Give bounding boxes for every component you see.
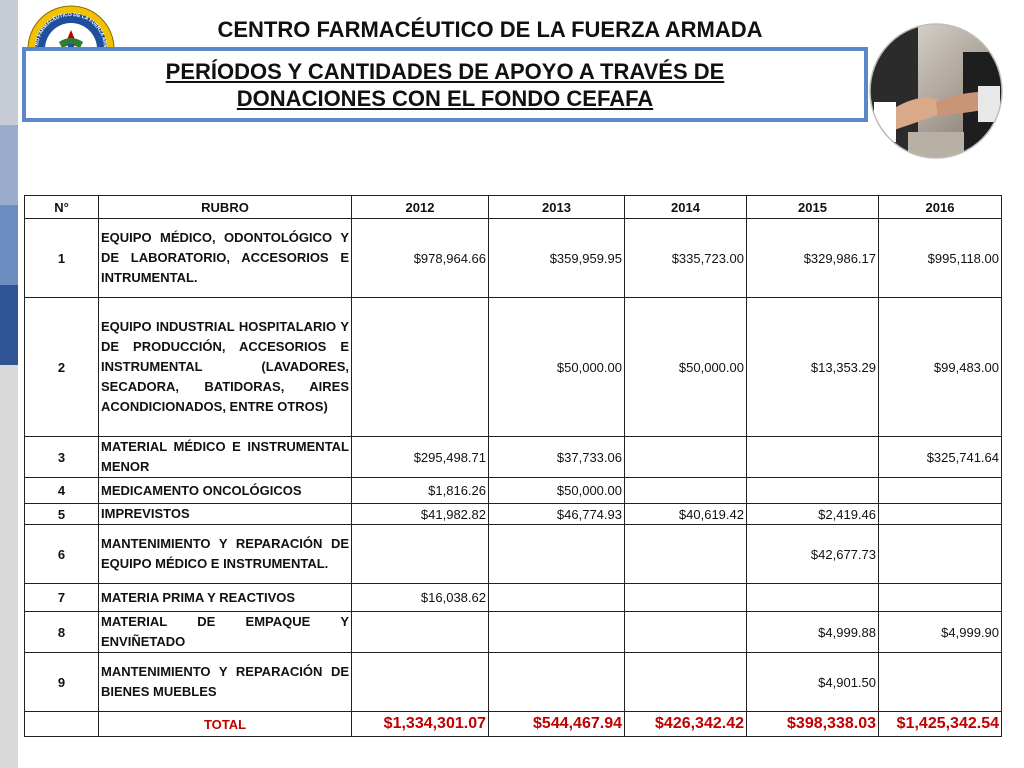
amount-cell: [352, 525, 489, 584]
table-row: [25, 504, 1002, 525]
handshake-photo: [868, 22, 1004, 160]
amount-cell: $40,619.42: [625, 504, 747, 525]
column-header: N°: [25, 196, 99, 219]
amount-cell: $50,000.00: [489, 298, 625, 437]
row-category: MANTENIMIENTO Y REPARACIÓN DE EQUIPO MÉDICO E INSTRUMENTAL.: [99, 525, 352, 584]
amount-cell: [489, 584, 625, 612]
table-row: [25, 219, 1002, 298]
amount-cell: [489, 653, 625, 712]
row-category: EQUIPO INDUSTRIAL HOSPITALARIO Y DE PRODUCCIÓN, ACCESORIOS E INSTRUMENTAL (LAVADORES, SECADORA, BATIDORAS, AIRES ACONDICIONADOS, ENTRE OTROS): [99, 298, 352, 437]
amount-cell: [352, 653, 489, 712]
row-category: MATERIAL MÉDICO E INSTRUMENTAL MENOR: [99, 437, 352, 478]
side-band: [0, 0, 18, 125]
amount-cell: $13,353.29: [747, 298, 879, 437]
amount-cell: $1,816.26: [352, 478, 489, 504]
column-header: RUBRO: [99, 196, 352, 219]
row-number: 7: [25, 584, 99, 612]
amount-cell: $42,677.73: [747, 525, 879, 584]
table-row: [25, 298, 1002, 437]
table-header-row: [25, 196, 1002, 219]
side-band: [0, 125, 18, 205]
amount-cell: [625, 525, 747, 584]
amount-cell: $4,901.50: [747, 653, 879, 712]
amount-cell: [489, 612, 625, 653]
table-row: [25, 612, 1002, 653]
amount-cell: [625, 478, 747, 504]
column-header: 2012: [352, 196, 489, 219]
total-label: TOTAL: [99, 712, 352, 737]
row-number: 5: [25, 504, 99, 525]
row-number: 4: [25, 478, 99, 504]
amount-cell: [747, 584, 879, 612]
total-row: [25, 712, 1002, 737]
amount-cell: $41,982.82: [352, 504, 489, 525]
organization-title: CENTRO FARMACÉUTICO DE LA FUERZA ARMADA: [217, 17, 763, 42]
amount-cell: [879, 653, 1002, 712]
row-number: 6: [25, 525, 99, 584]
donations-table: [24, 195, 1002, 737]
amount-cell: $995,118.00: [879, 219, 1002, 298]
amount-cell: [747, 478, 879, 504]
amount-cell: $335,723.00: [625, 219, 747, 298]
row-category: MATERIA PRIMA Y REACTIVOS: [99, 584, 352, 612]
amount-cell: [879, 504, 1002, 525]
amount-cell: $4,999.88: [747, 612, 879, 653]
row-number: 9: [25, 653, 99, 712]
total-amount: $1,334,301.07: [352, 712, 489, 737]
amount-cell: $978,964.66: [352, 219, 489, 298]
amount-cell: [747, 437, 879, 478]
page-subtitle: [22, 58, 868, 112]
table-row: [25, 525, 1002, 584]
row-category: IMPREVISTOS: [99, 504, 352, 525]
amount-cell: $329,986.17: [747, 219, 879, 298]
total-amount: $398,338.03: [747, 712, 879, 737]
total-amount: $1,425,342.54: [879, 712, 1002, 737]
amount-cell: [879, 584, 1002, 612]
amount-cell: $4,999.90: [879, 612, 1002, 653]
column-header: 2013: [489, 196, 625, 219]
amount-cell: [489, 525, 625, 584]
row-number: 1: [25, 219, 99, 298]
svg-text:CENTRO FARMACÉUTICO DE LA FUER: RO FARMACÉUTICO DE LA FUERZA AR: [34, 11, 108, 47]
amount-cell: $99,483.00: [879, 298, 1002, 437]
column-header: 2016: [879, 196, 1002, 219]
amount-cell: $50,000.00: [489, 478, 625, 504]
amount-cell: $295,498.71: [352, 437, 489, 478]
total-spacer: [25, 712, 99, 737]
row-number: 2: [25, 298, 99, 437]
column-header: 2015: [747, 196, 879, 219]
table-row: [25, 584, 1002, 612]
table-row: [25, 437, 1002, 478]
side-band: [0, 285, 18, 365]
subtitle-line: DONACIONES CON EL FONDO CEFAFA: [236, 86, 654, 111]
row-number: 3: [25, 437, 99, 478]
row-category: MANTENIMIENTO Y REPARACIÓN DE BIENES MUEBLES: [99, 653, 352, 712]
amount-cell: [879, 525, 1002, 584]
amount-cell: [879, 478, 1002, 504]
row-category: EQUIPO MÉDICO, ODONTOLÓGICO Y DE LABORATORIO, ACCESORIOS E INTRUMENTAL.: [99, 219, 352, 298]
table-row: [25, 653, 1002, 712]
amount-cell: $37,733.06: [489, 437, 625, 478]
table-row: [25, 478, 1002, 504]
amount-cell: $16,038.62: [352, 584, 489, 612]
amount-cell: [352, 298, 489, 437]
column-header: 2014: [625, 196, 747, 219]
row-category: MATERIAL DE EMPAQUE Y ENVIÑETADO: [99, 612, 352, 653]
amount-cell: [625, 612, 747, 653]
amount-cell: $46,774.93: [489, 504, 625, 525]
amount-cell: $2,419.46: [747, 504, 879, 525]
total-amount: $426,342.42: [625, 712, 747, 737]
amount-cell: $50,000.00: [625, 298, 747, 437]
row-category: MEDICAMENTO ONCOLÓGICOS: [99, 478, 352, 504]
amount-cell: [625, 584, 747, 612]
side-band: [0, 365, 18, 768]
side-band: [0, 205, 18, 285]
amount-cell: [625, 437, 747, 478]
amount-cell: $359,959.95: [489, 219, 625, 298]
amount-cell: [352, 612, 489, 653]
row-number: 8: [25, 612, 99, 653]
total-amount: $544,467.94: [489, 712, 625, 737]
amount-cell: [625, 653, 747, 712]
subtitle-line: PERÍODOS Y CANTIDADES DE APOYO A TRAVÉS DE: [165, 59, 725, 84]
amount-cell: $325,741.64: [879, 437, 1002, 478]
